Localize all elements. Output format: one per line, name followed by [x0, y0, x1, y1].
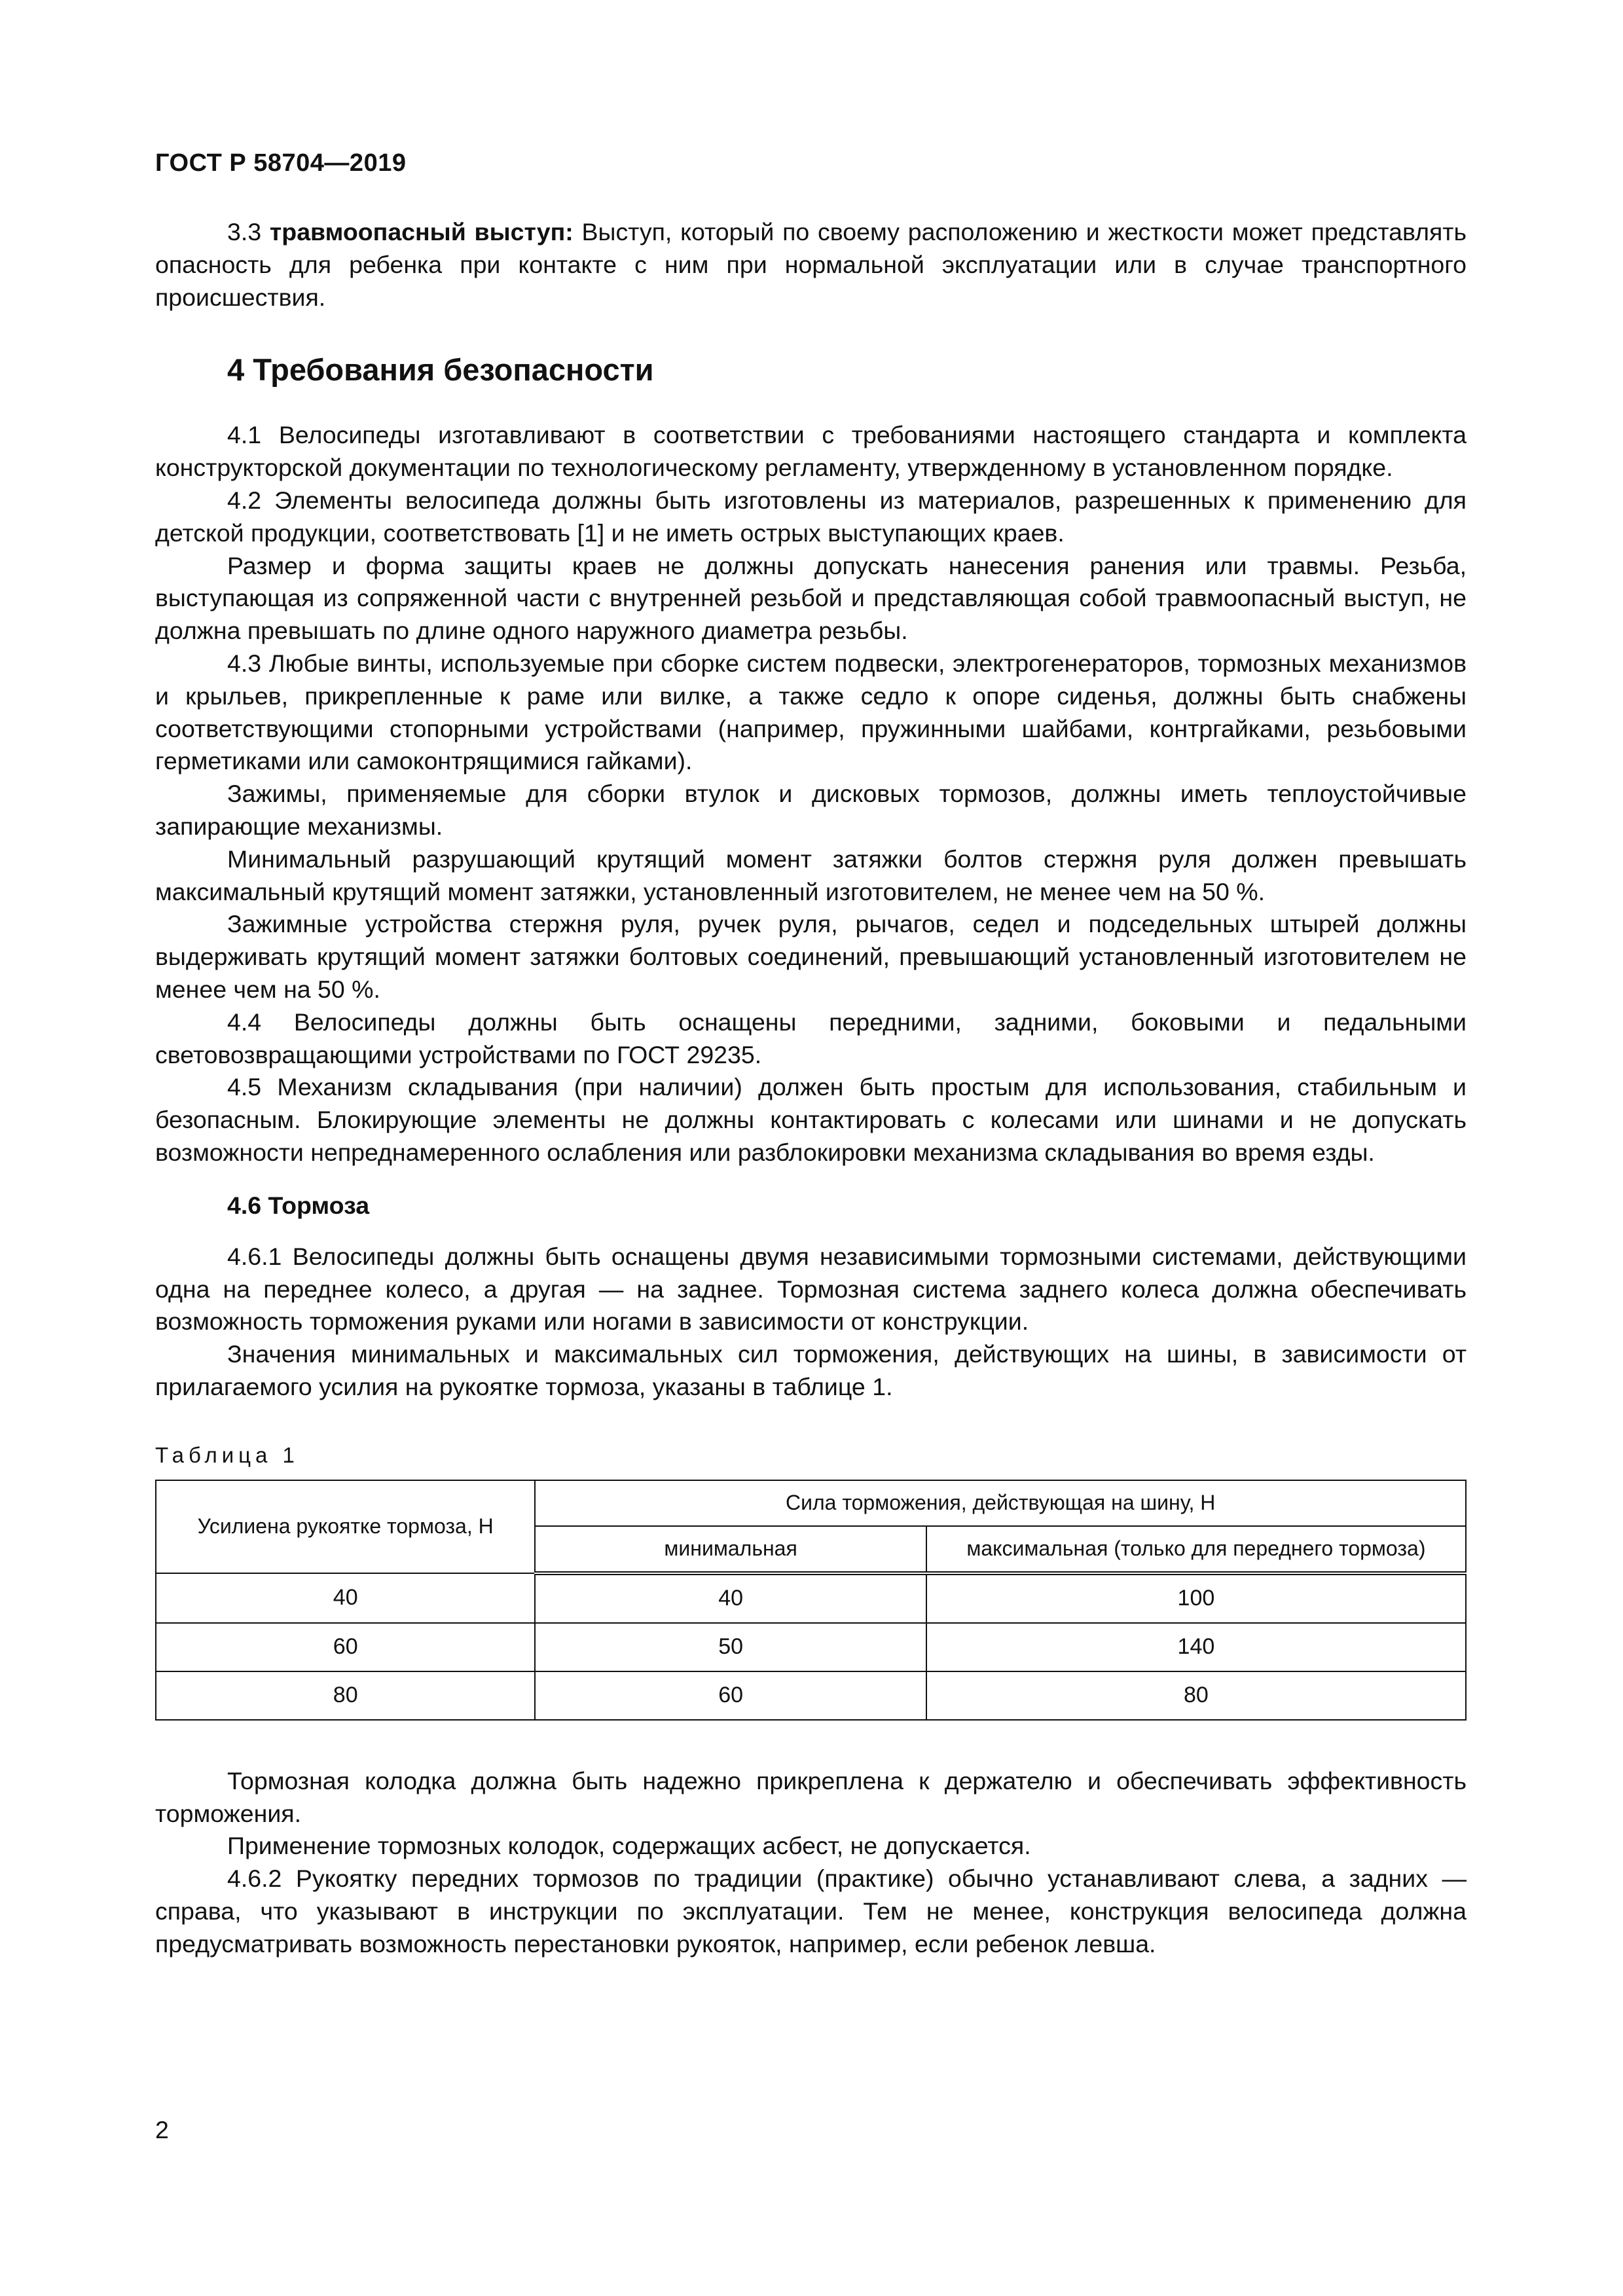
paragraph-4-3-clamping-devices: Зажимные устройства стержня руля, ручек руля, рычагов, седел и подседельных штырей должны выдерживать крутящий момент затяжки болтовых соединений, превышающий установленный изготовителем не менее чем на 50 %. [155, 910, 1467, 1003]
header-lever-force: Усилиена рукоятке тормоза, Н [156, 1480, 535, 1573]
paragraph-4-3-torque: Минимальный разрушающий крутящий момент затяжки болтов стержня руля должен превышать максимальный крутящий момент затяжки, установленный изготовителем, не менее чем на 50 %. [155, 845, 1467, 905]
paragraph-4-4: 4.4 Велосипеды должны быть оснащены передними, задними, боковыми и педальными световозвращающими устройствами по ГОСТ 29235. [155, 1008, 1467, 1068]
paragraph-asbestos: Применение тормозных колодок, содержащих асбест, не допускается. [227, 1832, 1031, 1860]
paragraph-4-2-edges: Размер и форма защиты краев не должны допускать нанесения ранения или травмы. Резьба, выступающая из сопряженной части с внутренней резьбой и представляющая собой травмоопасный выступ, не должна превышать по длине одного наружного диаметра резьбы. [155, 551, 1467, 645]
paragraph-3-3 [155, 216, 1467, 314]
paragraph-4-5: 4.5 Механизм складывания (при наличии) должен быть простым для использования, стабильным и безопасным. Блокирующие элементы не должны контактировать с колесами или шинами и не допускать возможности непреднамеренного ослабления или разблокировки механизма складывания во время езды. [155, 1073, 1467, 1166]
table-caption: Таблица 1 [155, 1442, 299, 1467]
paragraph-4-6-1: 4.6.1 Велосипеды должны быть оснащены двумя независимыми тормозными системами, действующими одна на переднее колесо, а другая — на заднее. Тормозная система заднего колеса должна обеспечивать возможность торможения руками или ногами в зависимости от конструкции. [155, 1242, 1467, 1336]
cell-lever-force: 60 [156, 1623, 535, 1671]
braking-force-table [155, 1480, 1467, 1721]
paragraph-4-3-clamps: Зажимы, применяемые для сборки втулок и дисковых тормозов, должны иметь теплоустойчивые запирающие механизмы. [155, 780, 1467, 840]
header-maximum: максимальная (только для переднего тормоза) [926, 1526, 1466, 1573]
header-braking-force: Сила торможения, действующая на шину, Н [535, 1480, 1466, 1526]
table-header-row [156, 1480, 1466, 1526]
paragraph-4-3: 4.3 Любые винты, используемые при сборке систем подвески, электрогенераторов, тормозных механизмов и крыльев, прикрепленные к раме или вилке, а также седло к опоре сиденья, должны быть снабжены соответствующими стопорными устройствами (например, пружинными шайбами, контргайками, резьбовыми герметиками или самоконтрящимися гайками). [155, 649, 1467, 775]
cell-min-force: 60 [535, 1671, 926, 1720]
header-minimum: минимальная [535, 1526, 926, 1573]
section-4-6-heading: 4.6 Тормоза [227, 1191, 370, 1219]
cell-max-force: 100 [926, 1573, 1466, 1623]
cell-lever-force: 40 [156, 1573, 535, 1623]
paragraph-4-2: 4.2 Элементы велосипеда должны быть изготовлены из материалов, разрешенных к применению для детской продукции, соответствовать [1] и не иметь острых выступающих краев. [155, 486, 1467, 547]
page-number: 2 [155, 2116, 169, 2143]
cell-min-force: 50 [535, 1623, 926, 1671]
cell-max-force: 140 [926, 1623, 1466, 1671]
section-4-heading: 4 Требования безопасности [227, 352, 654, 388]
cell-lever-force: 80 [156, 1671, 535, 1720]
cell-max-force: 80 [926, 1671, 1466, 1720]
table-row [156, 1623, 1466, 1671]
document-header: ГОСТ Р 58704—2019 [155, 149, 407, 177]
clause-number: 3.3 [227, 218, 262, 246]
term-definition-text: Выступ, который по своему расположению и жесткости может представлять опасность для ребенка при контакте с ним при нормальной эксплуатации или в случае транспортного происшествия. [155, 218, 1467, 311]
cell-min-force: 40 [535, 1573, 926, 1623]
table-row [156, 1671, 1466, 1720]
paragraph-4-6-2: 4.6.2 Рукоятку передних тормозов по традиции (практике) обычно устанавливают слева, а задних — справа, что указывают в инструкции по эксплуатации. Тем не менее, конструкция велосипеда должна предусматривать возможность перестановки рукояток, например, если ребенок левша. [155, 1865, 1467, 1958]
paragraph-4-1: 4.1 Велосипеды изготавливают в соответствии с требованиями настоящего стандарта и комплекта конструкторской документации по технологическому регламенту, утвержденному в установленном порядке. [155, 421, 1467, 482]
table-row [156, 1573, 1466, 1623]
post-table-text [155, 1765, 1467, 1961]
paragraph-brake-pad: Тормозная колодка должна быть надежно прикреплена к держателю и обеспечивать эффективность торможения. [155, 1766, 1467, 1827]
term-definition-title: травмоопасный выступ: [269, 218, 574, 246]
paragraph-4-6-1-values: Значения минимальных и максимальных сил торможения, действующих на шины, в зависимости от прилагаемого усилия на рукоятке тормоза, указаны в таблице 1. [155, 1340, 1467, 1400]
document-body [155, 216, 1467, 1960]
